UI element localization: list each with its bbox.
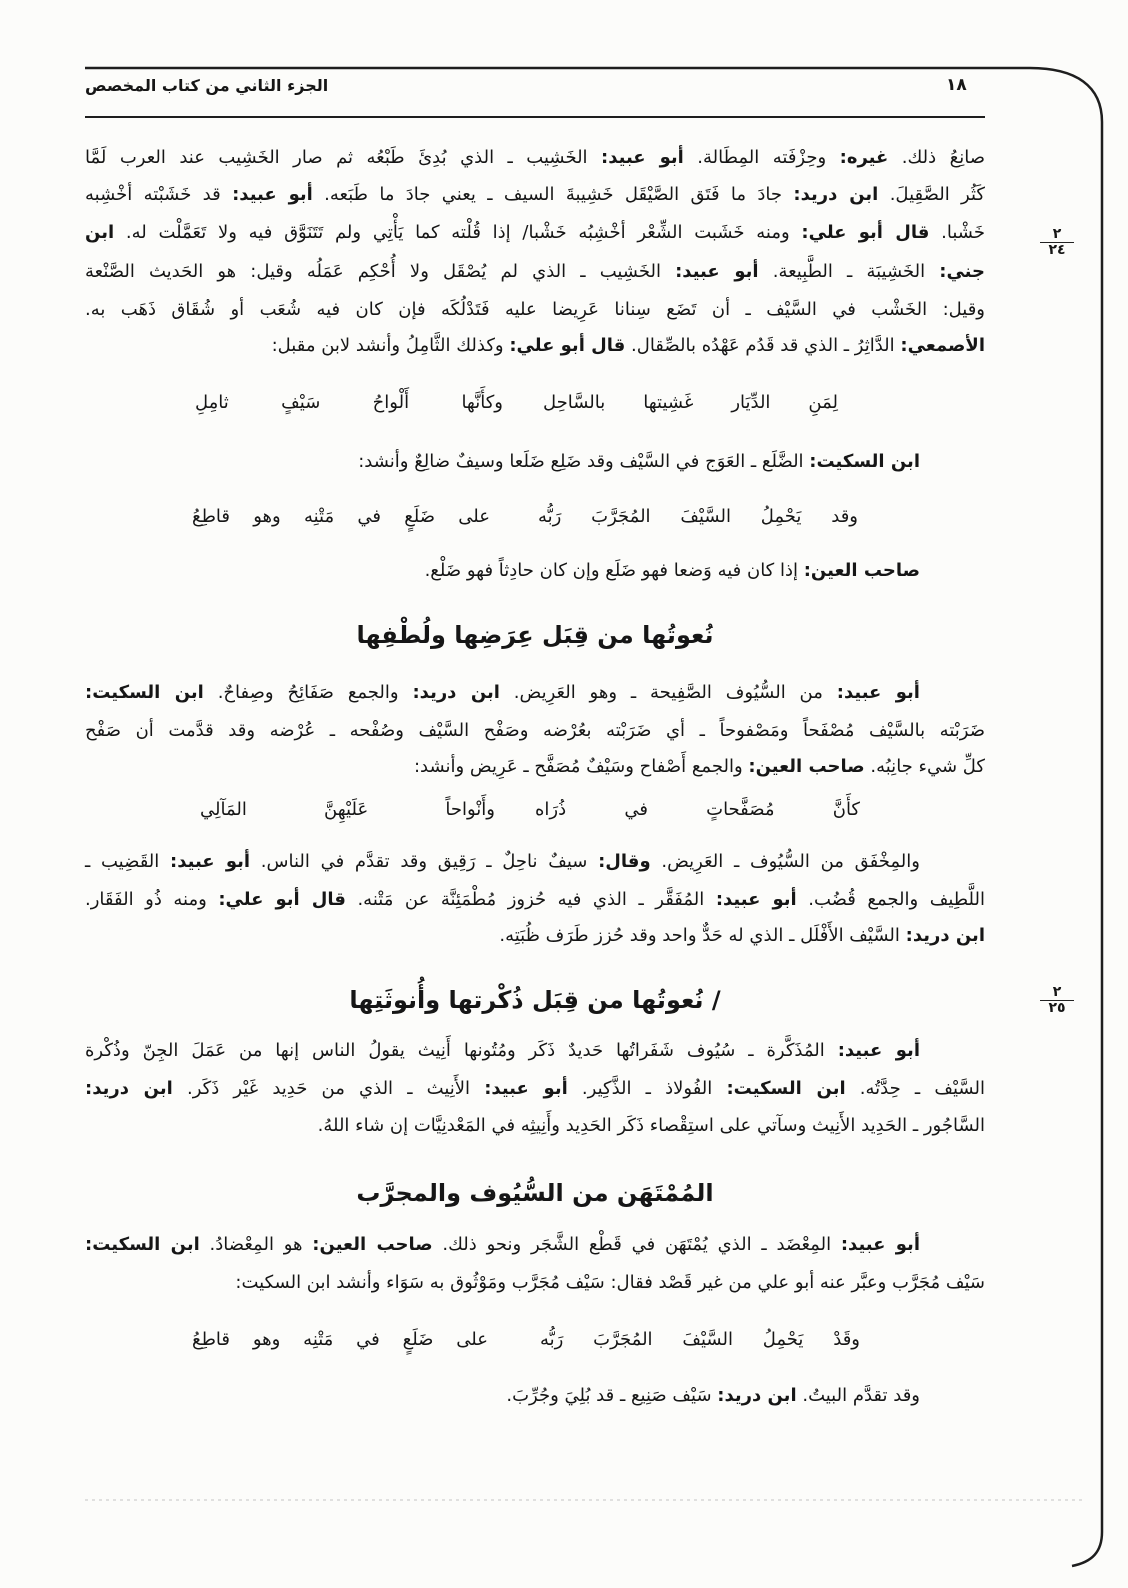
text-line [85, 295, 985, 325]
text-run: الدَّاثِرُ ـ الذي قد قَدُم عَهْدُه بالصِّقال. [625, 335, 901, 356]
text-run: صانِعُ ذلك. [888, 147, 985, 168]
cited-authority: قال أبو علي: [509, 335, 626, 356]
text-line [85, 257, 985, 287]
cited-authority: أبو عبيد: [170, 851, 251, 872]
text-run: ضَرَبْته بالسَّيْف مُصْفَحاً ومَصْفوحاً ـ أي ضَرَبْته بعُرْضه وصَفْح السَّيْف وصُفْحه ـ عُرْضه وقد قدَّمت أن صَفْح [85, 720, 985, 741]
text-run: وقيل: الخَشْب في السَّيْف ـ أن تَضَع سِنانا عَرِيضا عليه فَتَدْلُكَه فإن كان فيه شُعَب أو شُقَاق ذَهَب به. [85, 299, 985, 320]
text-line [85, 331, 985, 361]
text-run: ومنه خَشَبت الشِّعْر أخْشِبُه خَشْبا/ إذا قُلْته كما يَأْتِي ولم تَتَنَوَّق فيه ولا تَعَمَّلْت له. [114, 222, 802, 243]
cited-authority: أبو عبيد: [232, 184, 313, 205]
verse-second-hemistich: وأَنْواحاً عَلَيْهِنَّ المَآلِي [200, 799, 495, 820]
section-heading: المُمْتَهَن من السُّيُوف والمجرَّب [356, 1179, 714, 1207]
text-line [85, 180, 985, 210]
text-run: الأَنِيث ـ الذي من حَدِيد غَيْر ذَكَر. [172, 1078, 485, 1099]
cited-authority: ابن دريد: [412, 682, 500, 703]
text-run: جادَ ما فَتَق الصَّيْقَل خَشِيبةَ السيف ـ يعني جادَ ما طَبَعه. [312, 184, 794, 205]
section-heading: نُعوتُها من قِبَل عِرَضِها ولُطْفِها [356, 621, 714, 649]
cited-authority: ابن السكيت: [809, 451, 920, 472]
cited-authority: وقال: [598, 851, 651, 872]
text-line [85, 1111, 985, 1141]
text-run: السَّيْف الأَفْلَل ـ الذي له حَدٌّ واحد وقد حُزز طَرَف ظُبَتِه. [499, 925, 906, 946]
text-run: سيفٌ ناحِلٌ ـ رَقِيق وقد تقدَّم في الناس. [250, 851, 599, 872]
verse-first-hemistich: كأَنَّ مُصَفَّحاتٍ في ذُرَاه [535, 799, 860, 820]
text-line [85, 716, 985, 746]
text-line [85, 1268, 985, 1298]
cited-authority: ابن دريد: [905, 925, 985, 946]
cited-authority: أبو عبيد: [484, 1078, 568, 1099]
verse-second-hemistich: على ضَلَعٍ في مَتْنِه وهو قاطِعُ [192, 1329, 488, 1350]
verse-first-hemistich: لِمَنِ الدِّيَار غَشِيتها بالسَّاحِل [543, 392, 838, 413]
running-title: الجزء الثاني من كتاب المخصص [85, 76, 329, 95]
verse [0, 502, 1128, 532]
text-run: ومنه ذُو الفَقَار. [85, 889, 219, 910]
text-run: السَّيْف ـ حِدَّتُه. [845, 1078, 985, 1099]
text-run: السَّاجُور ـ الحَدِيد الأَنِيث وسآتي على استِقْصاء ذَكَر الحَدِيد وأَنِيثِه في المَعْدنِيَّات إن شاء اللهُ. [317, 1115, 985, 1136]
cited-authority: أبو عبيد: [715, 889, 797, 910]
text-run: إذا كان فيه وَضعا فهو ضَلَع وإن كان حادِثاً فهو ضَلْع. [424, 560, 804, 581]
text-line [85, 1036, 985, 1066]
cited-authority: صاحب العين: [748, 756, 865, 777]
text-run: اللَّطِيف والجمع قُضُب. [796, 889, 985, 910]
cited-authority: جني: [939, 261, 985, 282]
text-run: والجمع صَفَائِحُ وصِفاحٌ. [203, 682, 413, 703]
cited-authority: قال أبو علي: [801, 222, 930, 243]
margin-ref-part: ٢ [1052, 226, 1062, 242]
margin-ref-page: ٢٥ [1040, 1000, 1074, 1016]
verse [0, 795, 1128, 825]
text-run: المُفَقَّر ـ الذي فيه حُزوز مُطْمَئِنَّة عن مَتْنه. [345, 889, 716, 910]
margin-ref-part: ٢ [1052, 984, 1062, 1000]
verse [0, 388, 1128, 418]
margin-page-reference [1040, 985, 1074, 1016]
text-run: خَشْبا. [929, 222, 985, 243]
page-number: ١٨ [946, 75, 967, 95]
text-run: الضَّلَع ـ العَوَج في السَّيْف وقد ضَلِع ضَلَعا وسيفٌ ضالِعٌ وأنشد: [358, 451, 810, 472]
cited-authority: صاحب العين: [312, 1234, 433, 1255]
text-run: وقد تقدَّم البيتُ. [796, 1385, 920, 1406]
cited-authority: ابن [85, 222, 115, 243]
cited-authority: ابن السكيت: [726, 1078, 846, 1099]
cited-authority: صاحب العين: [803, 560, 920, 581]
text-line [85, 847, 985, 877]
text-run: كلِّ شيء جانِبُه. [864, 756, 985, 777]
verse-first-hemistich: وقَدْ يَحْمِلُ السَّيْفَ المُجَرَّبَ رَبُّه [540, 1329, 860, 1350]
cited-authority: ابن دريد: [85, 1078, 173, 1099]
margin-page-reference [1040, 227, 1074, 258]
text-run: وحِزْفَته المِطَالة. [683, 147, 840, 168]
cited-authority: أبو عبيد: [675, 261, 759, 282]
cited-authority: قال أبو علي: [218, 889, 346, 910]
text-line [85, 218, 985, 248]
cited-authority: أبو عبيد: [836, 682, 920, 703]
verse-second-hemistich: وكأَنَّها أَلْواحُ سَيْفٍ ثامِلِ [195, 392, 503, 413]
text-run: كَثُر الصَّقِيلَ. [878, 184, 985, 205]
text-run: المُذَكَّرة ـ سُيُوف شَفَراتُها حَديدٌ ذَكَر ومُتُونها أَنِيث يقولُ الناس إنها من عَمَلَ الجِنّ وذُكْرة [85, 1040, 838, 1061]
verse [0, 1325, 1128, 1355]
text-line [85, 447, 985, 477]
text-line [85, 752, 985, 782]
cited-authority: أبو عبيد: [601, 147, 684, 168]
text-line [85, 1381, 985, 1411]
cited-authority: الأصمعي: [900, 335, 985, 356]
text-run: وكذلك الثَّامِلُ وأنشد لابن مقبل: [271, 335, 510, 356]
text-run: الخَشِيب ـ الذي بُدِئَ طَبْعُه ثم صار الخَشِيب عند العرب لَمَّا [85, 147, 602, 168]
verse-first-hemistich: وقد يَحْمِلُ السَّيْفَ المُجَرَّبَ رَبُّه [538, 506, 858, 527]
text-line [85, 556, 985, 586]
text-run: سَيْف مُجَرَّب وعبَّر عنه أبو علي من غير قَصْد فقال: سَيْف مُجَرَّب ومَوْثُوق به سَوَاء وأنشد ابن السكيت: [235, 1272, 985, 1293]
verse-second-hemistich: على ضَلَعٍ في مَتْنِه وهو قاطِعُ [192, 506, 490, 527]
text-run: الفُولاذ ـ الذَّكِير. [567, 1078, 727, 1099]
cited-authority: غيره: [839, 147, 889, 168]
cited-authority: ابن دريد: [793, 184, 879, 205]
text-run: والجمع أَصْفاح وسَيْفٌ مُصَفَّح ـ عَرِيض وأنشد: [413, 756, 749, 777]
cited-authority: ابن السكيت: [85, 1234, 200, 1255]
cited-authority: أبو عبيد: [840, 1234, 920, 1255]
text-line [85, 885, 985, 915]
cited-authority: ابن السكيت: [85, 682, 204, 703]
text-run: سَيْف صَنِيع ـ قد بُلِيَ وجُرِّبَ. [506, 1385, 718, 1406]
text-line [85, 143, 985, 173]
text-run: قد خَشَبْته أخْشِبه [85, 184, 233, 205]
text-run: القَضِيب ـ [85, 851, 171, 872]
cited-authority: ابن دريد: [717, 1385, 797, 1406]
section-heading: / نُعوتُها من قِبَل ذُكْرتها وأُنوثَتِها [349, 986, 721, 1014]
text-run: هو المِعْضادُ. [199, 1234, 313, 1255]
text-run: الخَشِيب ـ الذي لم يُصْقَل ولا أُحْكِم عَمَلُه وقيل: هو الحَديث الصَّنْعة [85, 261, 676, 282]
text-line [85, 678, 985, 708]
text-run: من السُّيُوف الصَّفِيحة ـ وهو العَرِيض. [499, 682, 837, 703]
margin-ref-page: ٢٤ [1040, 242, 1074, 258]
text-run: والمِخْفَق من السُّيُوف ـ العَرِيض. [650, 851, 920, 872]
text-line [85, 1074, 985, 1104]
text-run: المِعْضَد ـ الذي يُمْتَهَن في قَطْع الشَّجَر ونحو ذلك. [432, 1234, 841, 1255]
cited-authority: أبو عبيد: [837, 1040, 920, 1061]
text-run: الخَشِيبَة ـ الطَّبِيعة. [758, 261, 940, 282]
text-line [85, 1230, 985, 1260]
text-line [85, 921, 985, 951]
